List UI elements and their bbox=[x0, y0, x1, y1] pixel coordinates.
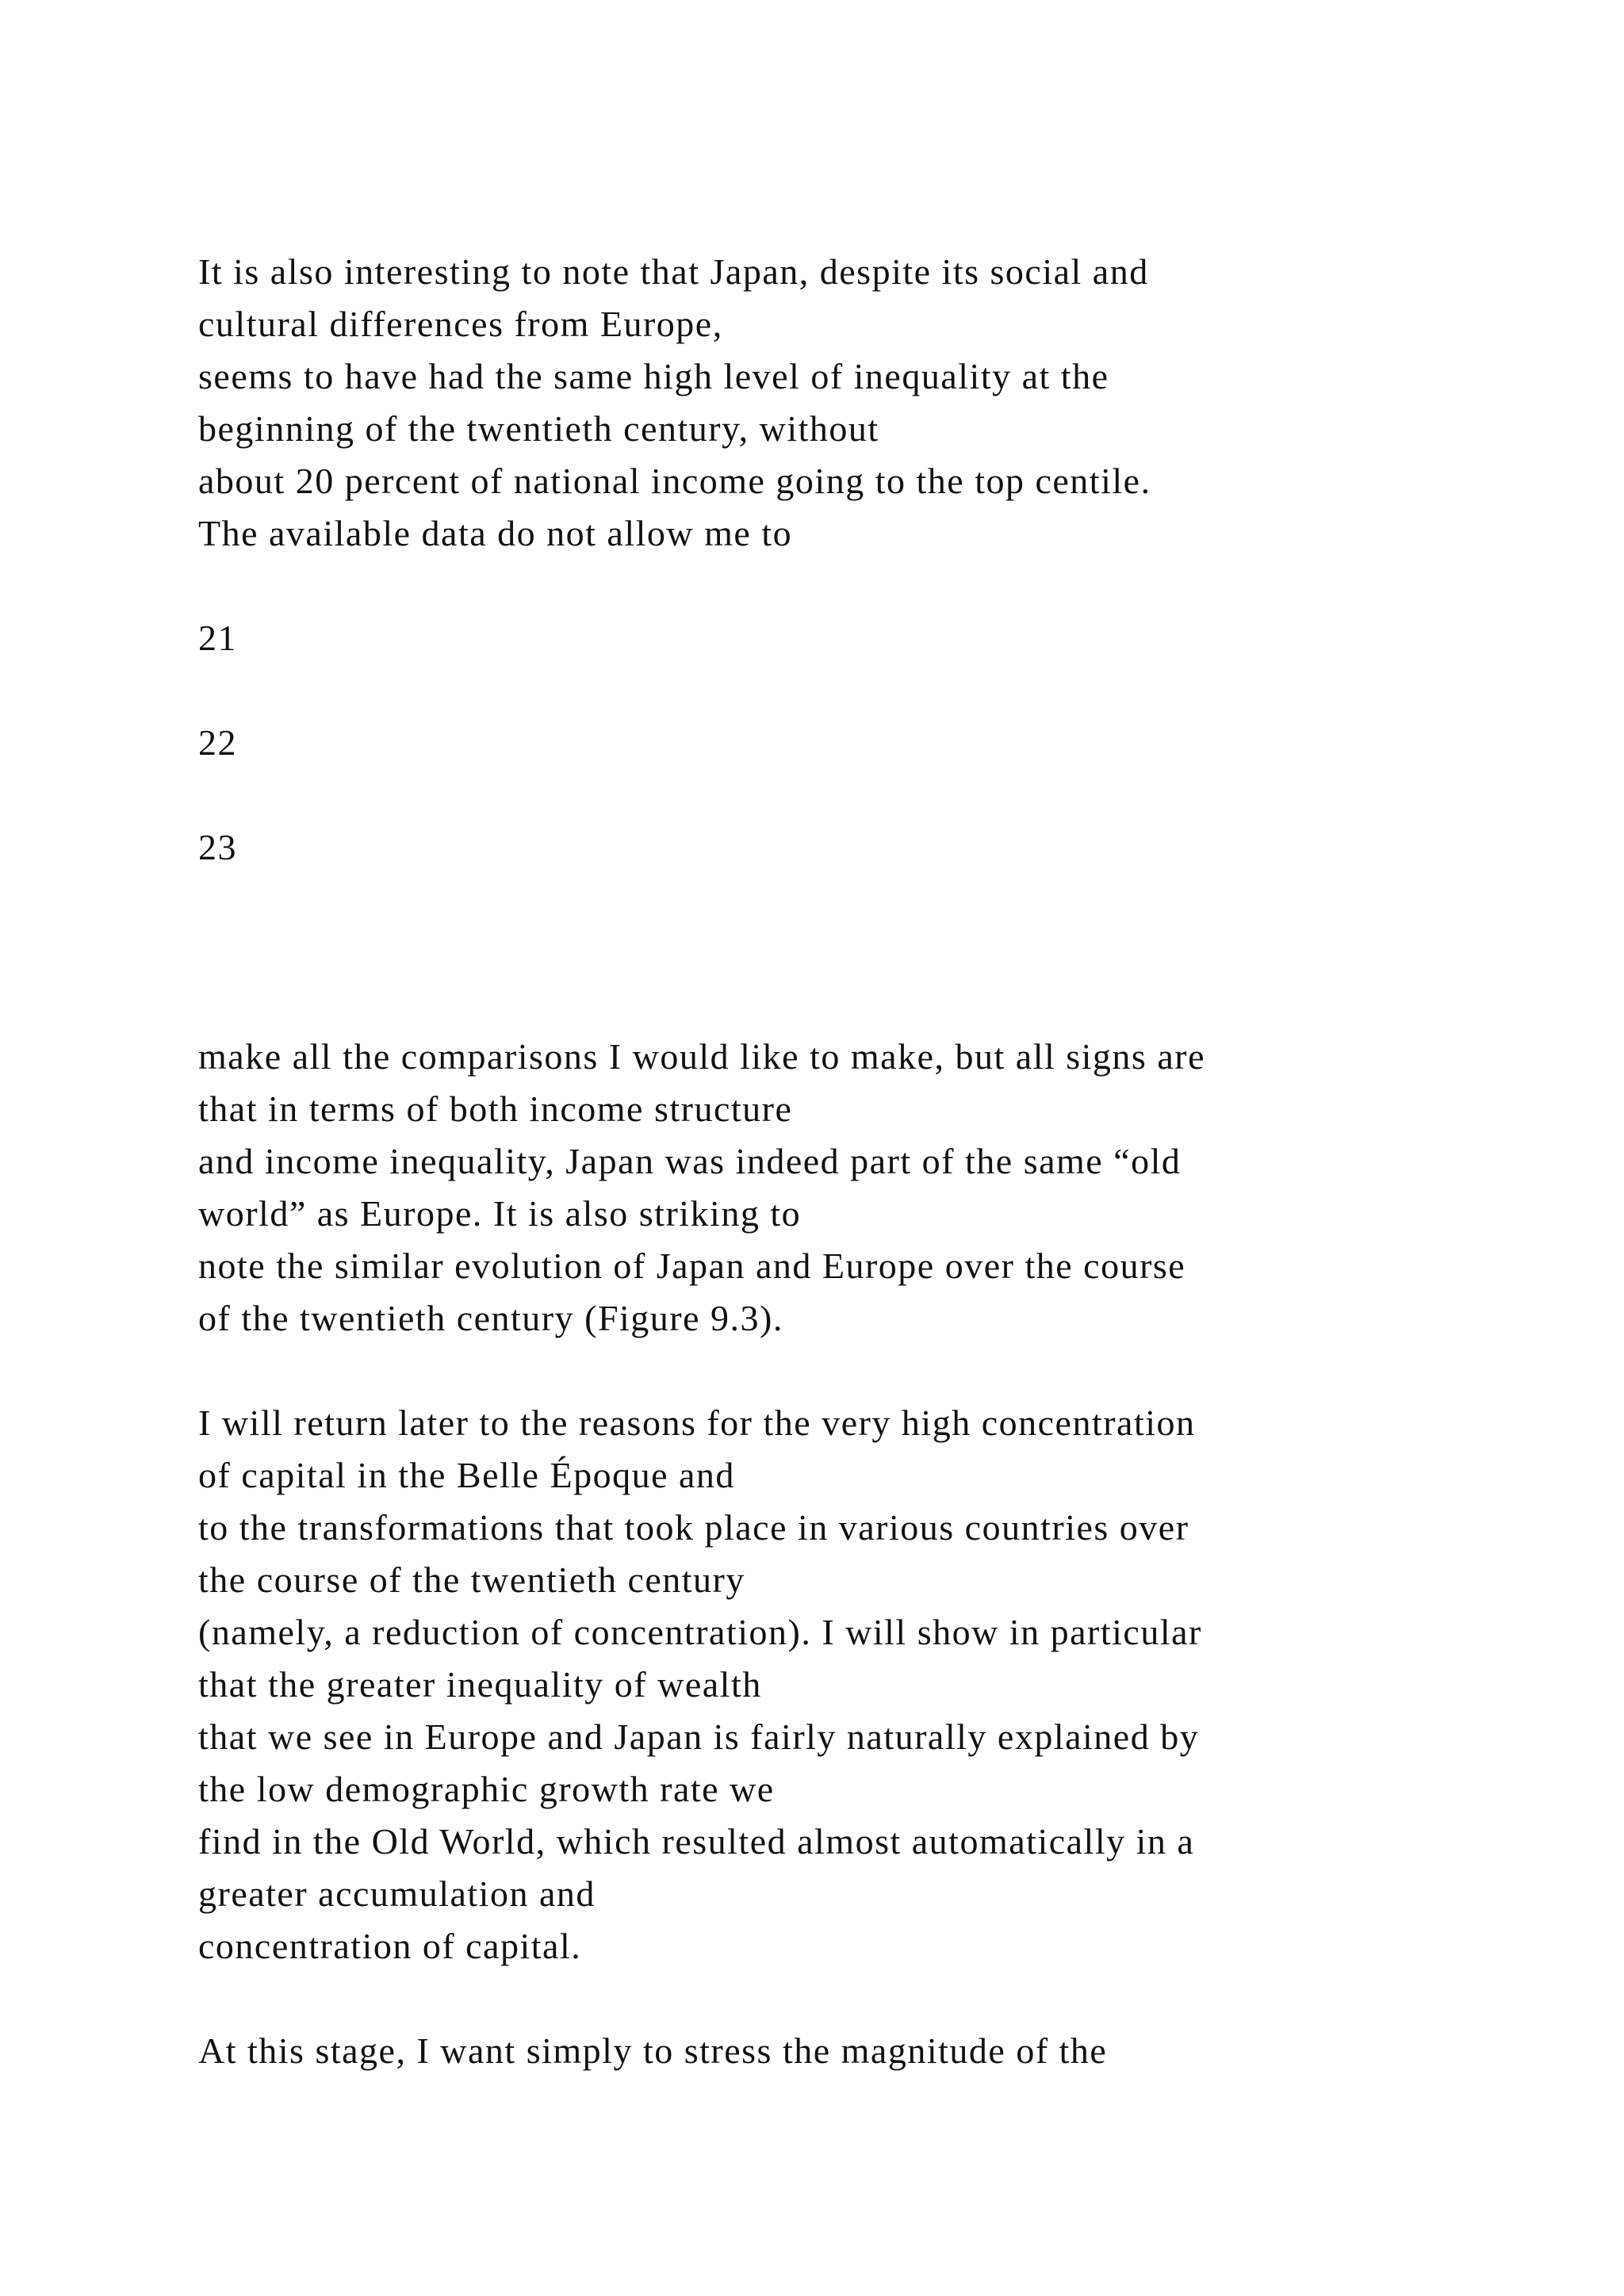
paragraph-spacer bbox=[198, 560, 1610, 612]
text-line: that we see in Europe and Japan is fairly naturally explained by bbox=[198, 1716, 1200, 1757]
text-line: greater accumulation and bbox=[198, 1873, 596, 1914]
paragraph-spacer bbox=[198, 664, 1610, 717]
paragraph-spacer bbox=[198, 769, 1610, 821]
footnote-marker-22 bbox=[198, 717, 1610, 769]
paragraph-spacer bbox=[198, 1345, 1610, 1397]
paragraph-magnitude bbox=[198, 2025, 1610, 2077]
section-spacer bbox=[198, 874, 1610, 1031]
text-line: find in the Old World, which resulted almost automatically in a bbox=[198, 1821, 1195, 1862]
text-line: that in terms of both income structure bbox=[198, 1089, 793, 1129]
text-line: The available data do not allow me to bbox=[198, 513, 793, 553]
text-line: cultural differences from Europe, bbox=[198, 304, 723, 344]
text-line: (namely, a reduction of concentration). I will show in particular bbox=[198, 1612, 1202, 1652]
text-line: to the transformations that took place in various countries over bbox=[198, 1507, 1189, 1548]
text-line: the course of the twentieth century bbox=[198, 1559, 745, 1600]
text-line: beginning of the twentieth century, without bbox=[198, 408, 879, 449]
paragraph-concentration-reasons bbox=[198, 1397, 1610, 1973]
text-line: and income inequality, Japan was indeed part of the same “old bbox=[198, 1141, 1182, 1181]
footnote-number: 21 bbox=[198, 618, 237, 658]
paragraph-old-world-comparison bbox=[198, 1031, 1610, 1345]
text-line: concentration of capital. bbox=[198, 1926, 582, 1966]
text-line: that the greater inequality of wealth bbox=[198, 1664, 762, 1705]
footnote-marker-21 bbox=[198, 612, 1610, 664]
text-line: the low demographic growth rate we bbox=[198, 1769, 775, 1809]
paragraph-japan-inequality bbox=[198, 246, 1610, 560]
text-line: note the similar evolution of Japan and Europe over the course bbox=[198, 1246, 1186, 1286]
text-line: seems to have had the same high level of inequality at the bbox=[198, 356, 1109, 396]
paragraph-spacer bbox=[198, 1973, 1610, 2025]
text-line: I will return later to the reasons for the very high concentration bbox=[198, 1402, 1196, 1443]
footnote-number: 23 bbox=[198, 827, 237, 867]
footnote-marker-23 bbox=[198, 821, 1610, 874]
text-line: world” as Europe. It is also striking to bbox=[198, 1193, 802, 1234]
text-line: make all the comparisons I would like to make, but all signs are bbox=[198, 1036, 1205, 1077]
text-line: of the twentieth century (Figure 9.3). bbox=[198, 1298, 783, 1338]
text-line: At this stage, I want simply to stress the magnitude of the bbox=[198, 2030, 1108, 2071]
text-line: of capital in the Belle Époque and bbox=[198, 1455, 735, 1495]
text-line: about 20 percent of national income going to the top centile. bbox=[198, 461, 1151, 501]
text-line: It is also interesting to note that Japan, despite its social and bbox=[198, 251, 1149, 292]
document-body bbox=[198, 246, 1610, 2077]
footnote-number: 22 bbox=[198, 722, 237, 763]
